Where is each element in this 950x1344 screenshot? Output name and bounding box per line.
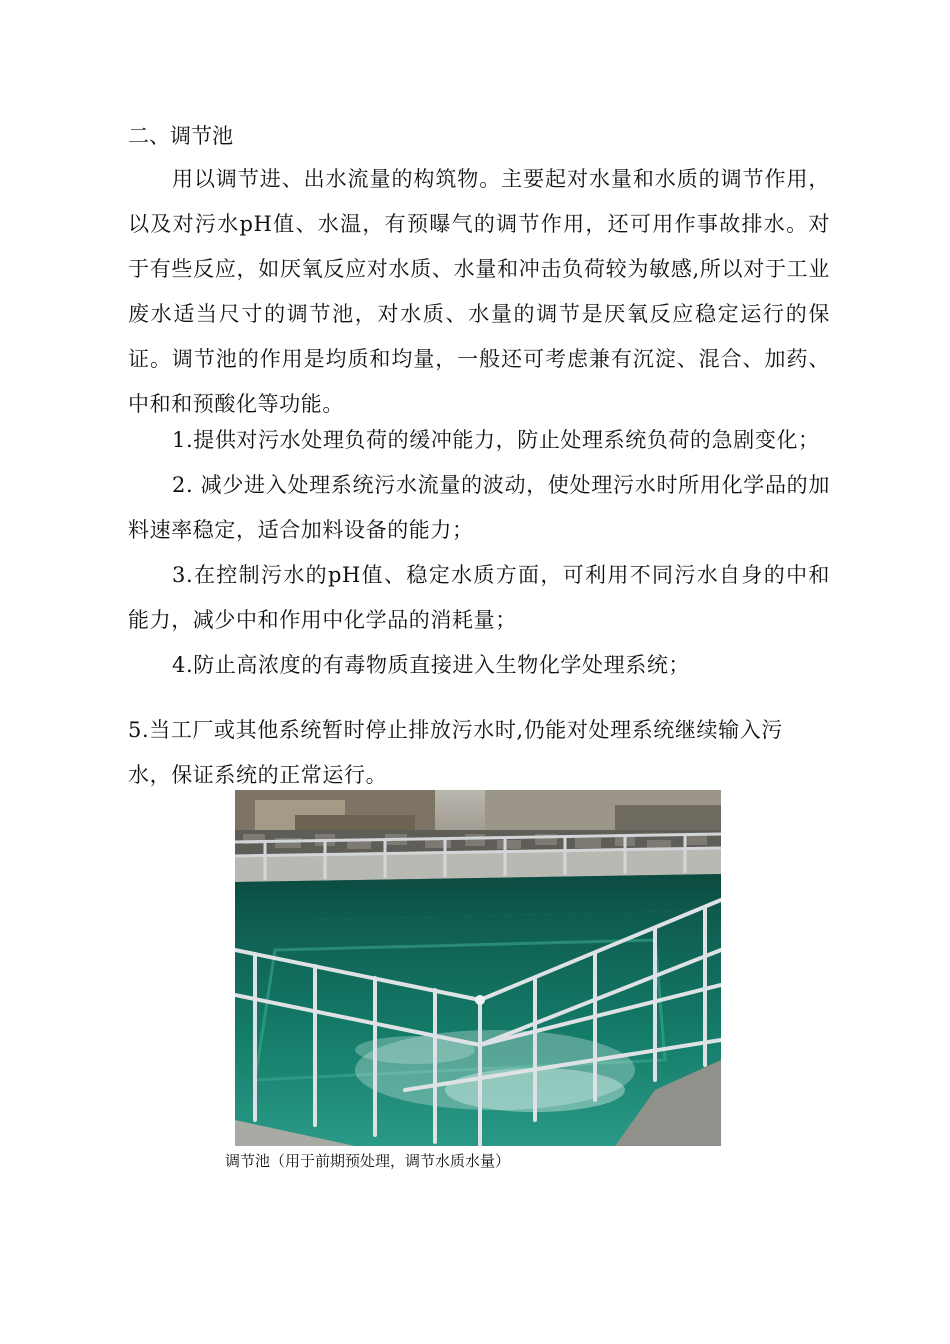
section-heading: 二、调节池	[128, 124, 233, 148]
intro-paragraph: 用以调节进、出水流量的构筑物。主要起对水量和水质的调节作用，以及对污水pH值、水温，有预曝气的调节作用，还可用作事故排水。对于有些反应，如厌氧反应对水质、水量和冲击负荷较为敏感,所以对于工业废水适当尺寸的调节池，对水质、水量的调节是厌氧反应稳定运行的保证。调节池的作用是均质和均量，一般还可考虑兼有沉淀、混合、加药、中和和预酸化等功能。	[128, 167, 830, 416]
list-item-1: 1.提供对污水处理负荷的缓冲能力，防止处理系统负荷的急剧变化；	[172, 428, 820, 452]
list-item-2: 2. 减少进入处理系统污水流量的波动，使处理污水时所用化学品的加料速率稳定，适合加料设备的能力；	[128, 473, 830, 542]
list-item-5-line-1: 5.当工厂或其他系统暂时停止排放污水时,仍能对处理系统继续输入污	[128, 718, 783, 742]
list-item-5	[128, 708, 818, 798]
regulating-tank-photo	[235, 790, 721, 1146]
list-item-3: 3.在控制污水的pH值、稳定水质方面，可利用不同污水自身的中和能力，减少中和作用中化学品的消耗量；	[128, 563, 830, 632]
list-item-4: 4.防止高浓度的有毒物质直接进入生物化学处理系统；	[172, 653, 691, 677]
list-item-5-line-2: 水，保证系统的正常运行。	[128, 763, 388, 787]
figure-caption: 调节池（用于前期预处理，调节水质水量）	[225, 1152, 511, 1170]
